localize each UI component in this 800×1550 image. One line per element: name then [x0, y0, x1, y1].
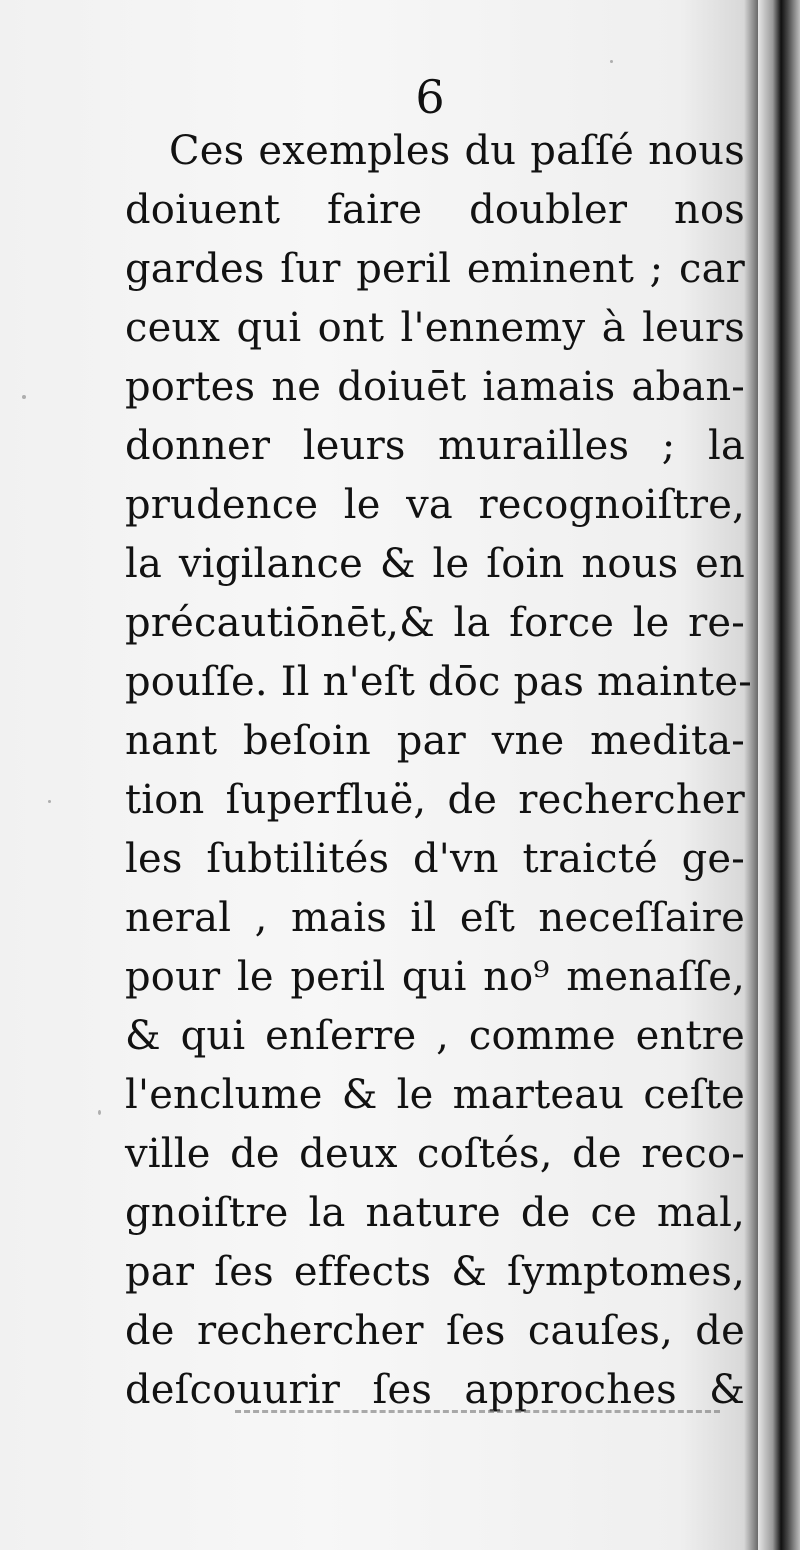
text-line: de rechercher ſes cauſes, de: [125, 1308, 745, 1354]
paper-speck: [48, 800, 51, 803]
book-gutter: [758, 0, 800, 1550]
text-line: neral , mais il eſt neceſſaire: [125, 895, 745, 941]
text-line: nant beſoin par vne medita-: [125, 718, 745, 764]
text-line: Ces exemples du paſſé nous: [169, 128, 745, 174]
text-line: deſcouurir ſes approches &: [125, 1367, 745, 1413]
text-line: donner leurs murailles ; la: [125, 423, 745, 469]
body-text: [125, 122, 752, 1420]
text-line: portes ne doiuēt iamais aban-: [125, 364, 745, 410]
bottom-rule: [235, 1410, 720, 1413]
page-number: 6: [415, 70, 445, 124]
text-line: prudence le va recognoiſtre,: [125, 482, 745, 528]
text-line: précautiōnēt,& la force le re-: [125, 600, 745, 646]
paper-speck: [610, 60, 613, 63]
text-line: les ſubtilités d'vn traicté ge-: [125, 836, 745, 882]
paper-speck: [22, 395, 26, 399]
text-line: tion ſuperfluë, de rechercher: [125, 777, 745, 823]
text-line: l'enclume & le marteau ceſte: [125, 1072, 745, 1118]
text-line: ceux qui ont l'ennemy à leurs: [125, 305, 745, 351]
text-line: doiuent faire doubler nos: [125, 187, 745, 233]
text-line: gnoiſtre la nature de ce mal,: [125, 1190, 745, 1236]
text-line: pouſſe. Il n'eſt dōc pas mainte-: [125, 659, 752, 705]
text-line: pour le peril qui no⁹ menaſſe,: [125, 954, 745, 1000]
text-line: gardes ſur peril eminent ; car: [125, 246, 745, 292]
text-line: la vigilance & le ſoin nous en: [125, 541, 745, 587]
text-line: & qui enſerre , comme entre: [125, 1013, 745, 1059]
text-line: ville de deux coſtés, de reco-: [125, 1131, 745, 1177]
text-line: par ſes effects & ſymptomes,: [125, 1249, 745, 1295]
paper-speck: [98, 1110, 101, 1115]
